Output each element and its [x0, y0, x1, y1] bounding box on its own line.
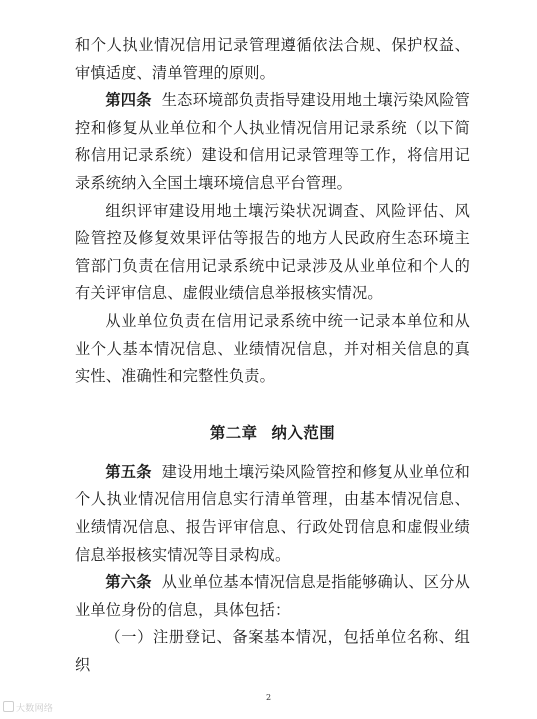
paragraph-text: （一）注册登记、备案基本情况，包括单位名称、组织	[75, 628, 470, 674]
watermark-text: 大数网络	[16, 704, 54, 714]
article-number: 第四条	[105, 91, 152, 110]
article-6-paragraph	[75, 569, 470, 624]
article-number: 第六条	[105, 573, 152, 592]
paragraph-4	[75, 308, 470, 391]
watermark	[3, 701, 53, 714]
list-item-1	[75, 624, 470, 679]
paragraph-text: 和个人执业情况信用记录管理遵循依法合规、保护权益、审慎适度、清单管理的原则。	[75, 36, 470, 82]
paragraph-text: 组织评审建设用地土壤污染状况调查、风险评估、风险管控及修复效果评估等报告的地方人民政府生态环境主管部门负责在信用记录系统中记录涉及从业单位和个人的有关评审信息、虚假业绩信息举报核实情况。	[75, 201, 470, 303]
paragraph-text: 从业单位负责在信用记录系统中统一记录本单位和从业个人基本情况信息、业绩情况信息，并对相关信息的真实性、准确性和完整性负责。	[75, 311, 470, 386]
article-4-paragraph	[75, 87, 470, 197]
watermark-logo-icon	[3, 701, 14, 712]
article-number: 第五条	[105, 462, 152, 481]
article-5-paragraph	[75, 459, 470, 569]
document-body	[75, 32, 470, 679]
chapter-number: 第二章	[209, 423, 258, 442]
paragraph-1	[75, 32, 470, 87]
chapter-heading	[75, 421, 470, 445]
paragraph-text: 生态环境部负责指导建设用地土壤污染风险管控和修复从业单位和个人执业情况信用记录系统（以下简称信用记录系统）建设和信用记录管理等工作，将信用记录系统纳入全国土壤环境信息平台管理。	[75, 91, 470, 192]
paragraph-text: 从业单位基本情况信息是指能够确认、区分从业单位身份的信息，具体包括：	[75, 573, 470, 619]
chapter-title: 纳入范围	[271, 423, 336, 442]
page-number: 2	[265, 693, 272, 702]
paragraph-text: 建设用地土壤污染风险管控和修复从业单位和个人执业情况信用信息实行清单管理，由基本情况信息、业绩情况信息、报告评审信息、行政处罚信息和虚假业绩信息举报核实情况等目录构成。	[75, 462, 470, 564]
paragraph-3	[75, 198, 470, 308]
